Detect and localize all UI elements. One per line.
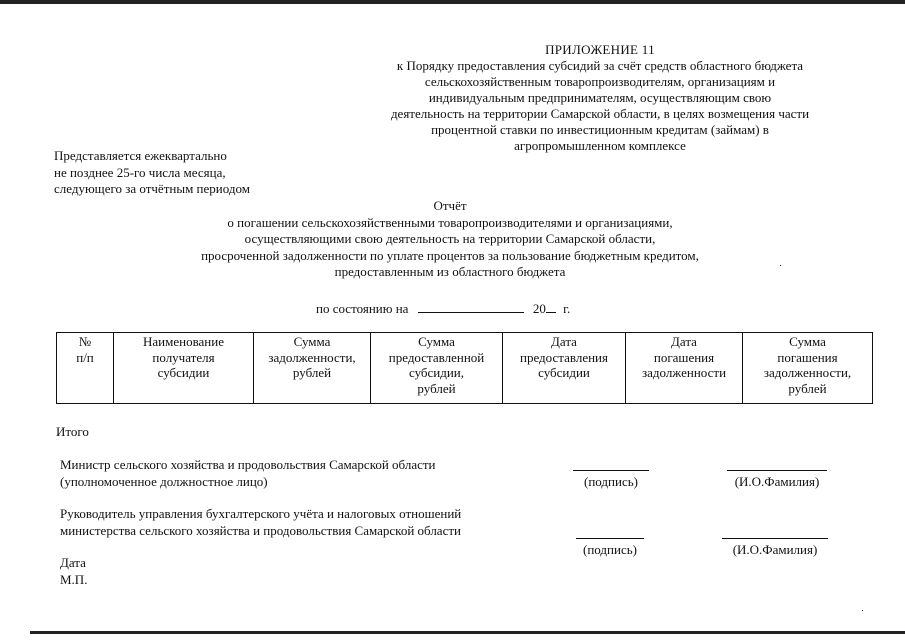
column-header-repayment-amount: Сумма погашения задолженности, рублей (743, 333, 873, 404)
scan-speck (780, 265, 781, 266)
accounting-head-signature-block (60, 506, 560, 539)
signatory-line: Министр сельского хозяйства и продовольствия Самарской области (60, 457, 436, 472)
appendix-line: деятельность на территории Самарской области, в целях возмещения части (390, 106, 810, 121)
accounting-head-name-field[interactable]: (И.О.Фамилия) (722, 538, 828, 558)
total-label: Итого (56, 424, 89, 439)
minister-signature-field[interactable]: (подпись) (573, 470, 649, 490)
appendix-line: процентной ставки по инвестиционным кредитам (займам) в (431, 122, 769, 137)
signatory-line: (уполномоченное должностное лицо) (60, 473, 268, 489)
submission-note-line: следующего за отчётным периодом (54, 181, 250, 196)
bottom-border-line (30, 631, 905, 634)
report-title: Отчёт (433, 198, 467, 213)
column-header-repayment-date: Дата погашения задолженности (626, 333, 743, 404)
appendix-line: к Порядку предоставления субсидий за счёт средств областного бюджета (396, 58, 804, 73)
stamp-label: М.П. (60, 571, 88, 587)
minister-name-field[interactable]: (И.О.Фамилия) (727, 470, 827, 490)
column-header-number: № п/п (57, 333, 114, 404)
report-line: о погашении сельскохозяйственными товаропроизводителями и организациями, (227, 214, 673, 230)
report-date-prefix: по состоянию на (316, 301, 409, 316)
report-year-field[interactable] (546, 299, 556, 313)
table-header-row (57, 333, 873, 404)
appendix-line: сельскохозяйственным товаропроизводителям, организациям и (424, 74, 776, 89)
submission-note (54, 148, 314, 198)
top-border-line (0, 0, 905, 4)
submission-note-line: не позднее 25-го числа месяца, (54, 164, 226, 180)
report-date-line (316, 299, 570, 317)
accounting-head-signature-field[interactable]: (подпись) (576, 538, 644, 558)
report-year-prefix: 20 (532, 301, 546, 316)
signatory-line: Руководитель управления бухгалтерского учёта и налоговых отношений (60, 506, 462, 521)
report-line: осуществляющими свою деятельность на территории Самарской области, (244, 231, 656, 246)
column-header-subsidy-date: Дата предоставления субсидии (503, 333, 626, 404)
minister-signature-block (60, 457, 560, 490)
submission-note-line: Представляется ежеквартально (54, 148, 227, 163)
report-year-suffix: г. (563, 301, 571, 316)
column-header-debt-amount: Сумма задолженности, рублей (254, 333, 371, 404)
column-header-recipient: Наименование получателя субсидии (114, 333, 254, 404)
report-heading (130, 198, 770, 281)
date-stamp-block (60, 555, 87, 588)
appendix-header (340, 42, 860, 154)
appendix-title: ПРИЛОЖЕНИЕ 11 (545, 42, 655, 57)
signatory-line: министерства сельского хозяйства и продовольствия Самарской области (60, 522, 461, 538)
column-header-subsidy-amount: Сумма предоставленной субсидии, рублей (371, 333, 503, 404)
date-label: Дата (60, 555, 86, 570)
appendix-line: индивидуальным предпринимателям, осуществляющим свою (428, 90, 772, 105)
scan-speck (862, 610, 863, 611)
appendix-line: агропромышленном комплексе (514, 138, 686, 153)
report-line: просроченной задолженности по уплате процентов за пользование бюджетным кредитом, (201, 247, 699, 263)
report-date-field[interactable] (418, 299, 524, 313)
report-table (56, 332, 873, 404)
report-line: предоставленным из областного бюджета (334, 264, 566, 279)
